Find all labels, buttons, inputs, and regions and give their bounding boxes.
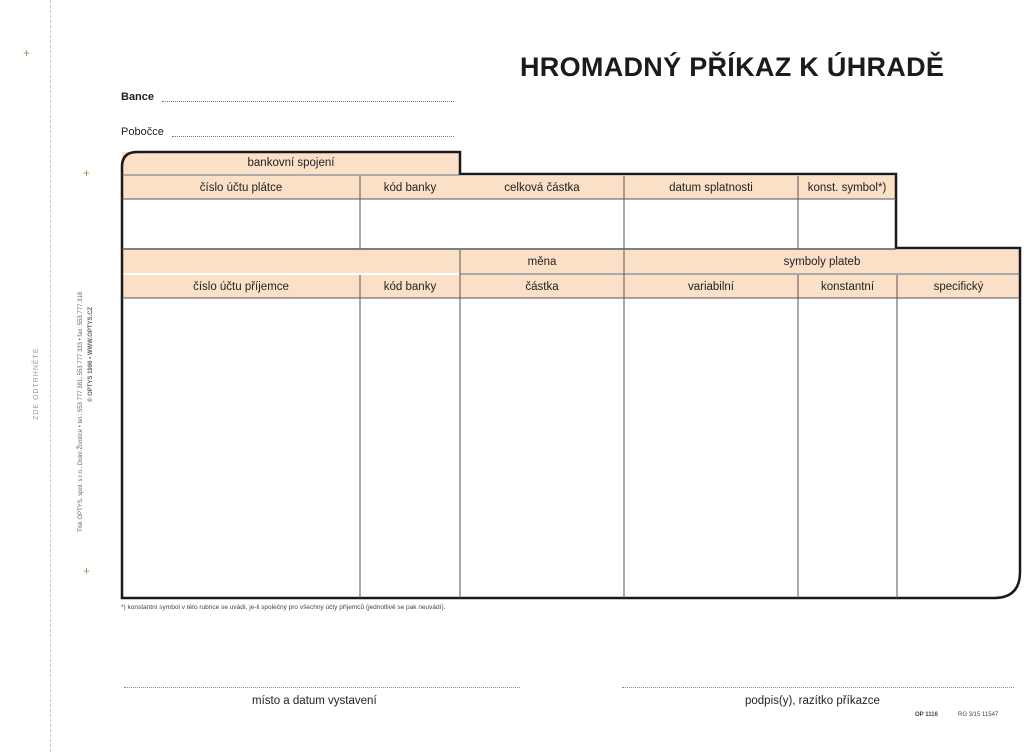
form-code-number: OP 1116 bbox=[915, 712, 938, 718]
input-payee-bank-codes[interactable] bbox=[361, 299, 459, 596]
header-variable-symbol: variabilní bbox=[687, 280, 735, 293]
group-header-payment-symbols: symboly plateb bbox=[783, 256, 861, 268]
bank-label: Bance bbox=[121, 91, 155, 103]
input-payer-account[interactable] bbox=[123, 200, 359, 248]
input-variable-symbols[interactable] bbox=[625, 299, 797, 596]
place-date-label: místo a datum vystavení bbox=[252, 695, 377, 707]
header-payee-account: číslo účtu příjemce bbox=[193, 280, 289, 293]
group-header-bank-connection: bankovní spojení bbox=[247, 157, 335, 169]
header-total-amount: celková částka bbox=[504, 181, 580, 194]
header-payer-bank-code: kód banky bbox=[383, 181, 437, 194]
header-amount: částka bbox=[525, 280, 559, 293]
printer-info: Tisk OPTYS, spol. s r.o., Dolní Životice • tel.: 553 777 381, 553 777 333 • fax: 553 777 318 bbox=[78, 291, 84, 532]
header-constant-symbol: konst. symbol*) bbox=[807, 181, 887, 194]
input-constant-symbols[interactable] bbox=[799, 299, 896, 596]
input-due-date[interactable] bbox=[625, 200, 797, 248]
tear-instruction: ZDE ODTRHNĚTE bbox=[33, 347, 40, 420]
form-title: HROMADNÝ PŘÍKAZ K ÚHRADĚ bbox=[520, 52, 945, 82]
header-payee-bank-code: kód banky bbox=[383, 280, 437, 293]
signature-label: podpis(y), razítko příkazce bbox=[745, 695, 880, 707]
tear-mark-top: + bbox=[23, 46, 31, 60]
branch-label: Pobočce bbox=[121, 126, 164, 138]
footnote: *) konstantní symbol v této rubrice se uvádí, je-li společný pro všechny účty příjemců (jednotlivě se pak neuvádí). bbox=[121, 604, 446, 611]
printer-website: © OPTYS 1996 • WWW.OPTYS.CZ bbox=[88, 306, 94, 402]
header-specific-symbol: specifický bbox=[933, 280, 984, 293]
header-constant: konstantní bbox=[820, 280, 875, 293]
input-specific-symbols[interactable] bbox=[898, 299, 1018, 596]
header-payer-account: číslo účtu plátce bbox=[199, 181, 283, 194]
register-mark-bottom: + bbox=[83, 564, 91, 578]
form-ref: RG 3/15 11547 bbox=[958, 712, 999, 718]
input-amounts[interactable] bbox=[461, 299, 623, 596]
input-constant-symbol[interactable] bbox=[799, 200, 895, 248]
register-mark-top: + bbox=[83, 166, 91, 180]
form-code bbox=[915, 712, 938, 718]
input-payer-bank-code[interactable] bbox=[361, 200, 459, 248]
input-total-amount[interactable] bbox=[461, 200, 623, 248]
header-due-date: datum splatnosti bbox=[669, 181, 753, 194]
group-header-currency: měna bbox=[527, 256, 557, 268]
signature-field[interactable] bbox=[622, 687, 1014, 688]
input-payee-accounts[interactable] bbox=[123, 299, 359, 596]
place-date-field[interactable] bbox=[124, 687, 520, 688]
